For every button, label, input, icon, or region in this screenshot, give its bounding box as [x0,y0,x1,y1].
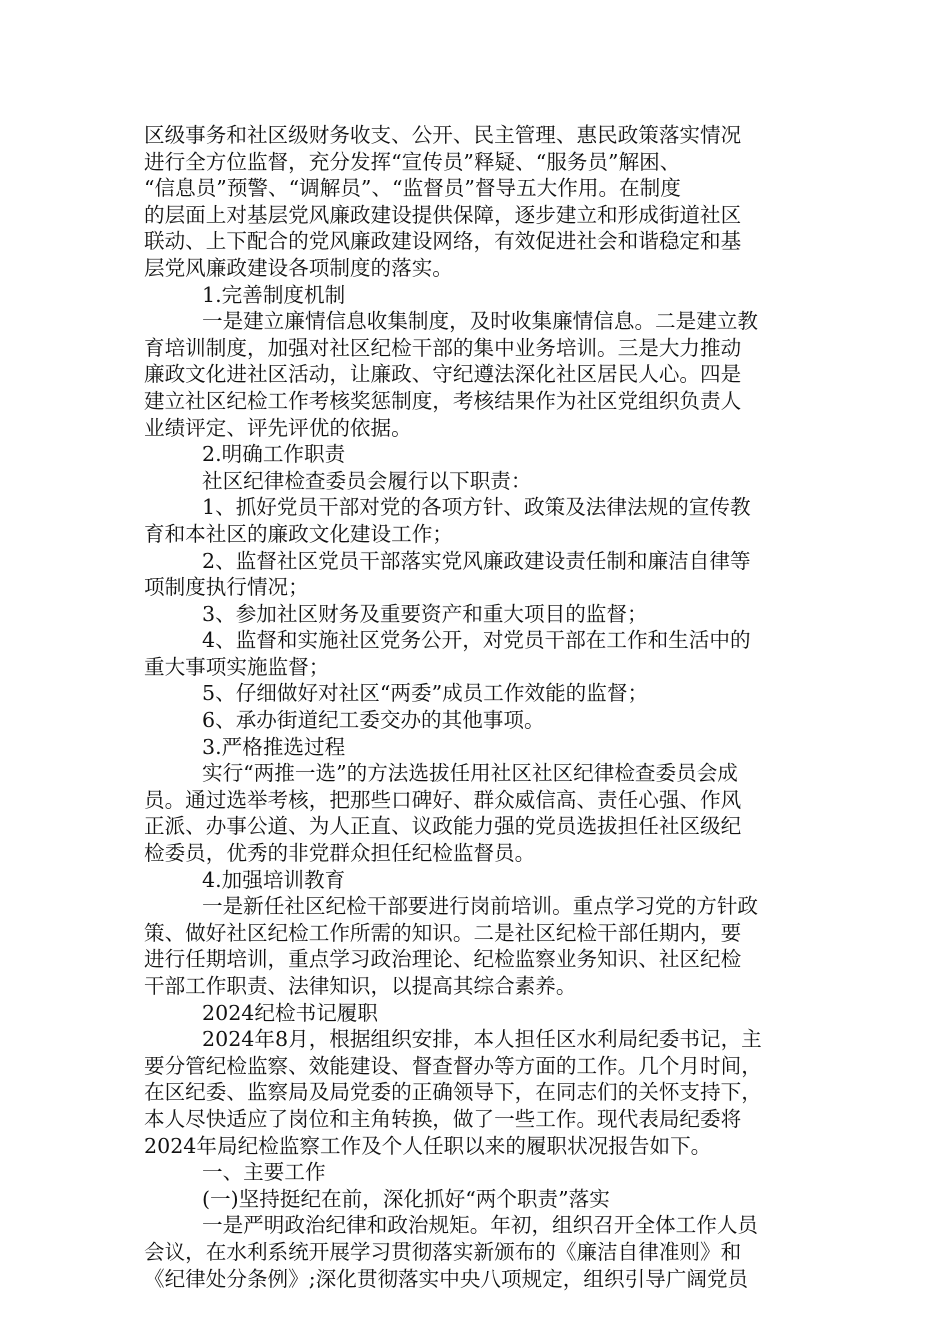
paragraph-line: 廉政文化进社区活动，让廉政、守纪遵法深化社区居民人心。四是 [144,362,742,387]
paragraph-line: 建立社区纪检工作考核奖惩制度，考核结果作为社区党组织负责人 [144,388,742,413]
paragraph-line: “信息员”预警、“调解员”、“监督员”督导五大作用。在制度 [144,176,681,201]
paragraph-line: 进行任期培训，重点学习政治理论、纪检监察业务知识、社区纪检 [144,947,742,972]
paragraph-line: 项制度执行情况； [144,575,309,600]
paragraph-line: 干部工作职责、法律知识，以提高其综合素养。 [144,974,577,998]
paragraph-line-indented: 社区纪律检查委员会履行以下职责： [202,468,532,493]
paragraph-line: 在区纪委、监察局及局党委的正确领导下，在同志们的关怀支持下， [144,1080,762,1105]
paragraph-line-indented: (一)坚持挺纪在前，深化抓好“两个职责”落实 [202,1186,610,1211]
paragraph-line-indented: 实行“两推一选”的方法选拔任用社区社区纪律检查委员会成 [202,761,738,786]
paragraph-line: 本人尽快适应了岗位和主角转换，做了一些工作。现代表局纪委将 [144,1106,742,1131]
paragraph-line: 正派、办事公道、为人正直、议政能力强的党员选拔担任社区级纪 [144,814,742,839]
paragraph-line-indented: 2、监督社区党员干部落实党风廉政建设责任制和廉洁自律等 [202,548,751,573]
paragraph-line: 业绩评定、评先评优的依据。 [144,415,412,440]
paragraph-line-indented: 4.加强培训教育 [202,867,346,892]
paragraph-line: 要分管纪检监察、效能建设、督查督办等方面的工作。几个月时间， [144,1053,762,1078]
paragraph-line-indented: 4、监督和实施社区党务公开，对党员干部在工作和生活中的 [202,628,751,653]
paragraph-line: 2024年局纪检监察工作及个人任职以来的履职状况报告如下。 [144,1133,712,1158]
paragraph-line: 联动、上下配合的党风廉政建设网络，有效促进社会和谐稳定和基 [144,229,742,254]
paragraph-line-indented: 5、仔细做好对社区“两委”成员工作效能的监督； [202,681,649,706]
paragraph-line: 育和本社区的廉政文化建设工作； [144,521,453,546]
paragraph-line-indented: 6、承办街道纪工委交办的其他事项。 [202,708,545,733]
paragraph-line-indented: 一、主要工作 [202,1160,326,1185]
paragraph-line: 员。通过选举考核，把那些口碑好、群众威信高、责任心强、作风 [144,787,742,812]
paragraph-line: 进行全方位监督，充分发挥“宣传员”释疑、“服务员”解困、 [144,149,681,174]
paragraph-line: 《纪律处分条例》;深化贯彻落实中央八项规定，组织引导广阔党员 [144,1266,749,1291]
paragraph-line: 检委员，优秀的非党群众担任纪检监督员。 [144,841,536,866]
paragraph-line-indented: 1、抓好党员干部对党的各项方针、政策及法律法规的宣传教 [202,495,751,520]
paragraph-line-indented: 2024纪检书记履职 [202,1000,378,1025]
document-page [144,122,814,1292]
paragraph-line-indented: 1.完善制度机制 [202,282,346,307]
paragraph-line: 区级事务和社区级财务收支、公开、民主管理、惠民政策落实情况 [144,123,742,147]
paragraph-line-indented: 3.严格推选过程 [202,734,346,759]
paragraph-line: 重大事项实施监督； [144,654,330,679]
paragraph-line-indented: 一是严明政治纪律和政治规矩。年初，组织召开全体工作人员 [202,1213,759,1238]
paragraph-line-indented: 2024年8月，根据组织安排，本人担任区水利局纪委书记，主 [202,1027,762,1052]
paragraph-line: 层党风廉政建设各项制度的落实。 [144,255,453,280]
paragraph-line: 策、做好社区纪检工作所需的知识。二是社区纪检干部任期内，要 [144,920,742,945]
paragraph-line-indented: 一是新任社区纪检干部要进行岗前培训。重点学习党的方针政 [202,894,759,919]
paragraph-line: 会议，在水利系统开展学习贯彻落实新颁布的《廉洁自律准则》和 [144,1239,742,1264]
paragraph-line: 育培训制度，加强对社区纪检干部的集中业务培训。三是大力推动 [144,335,742,360]
paragraph-line-indented: 2.明确工作职责 [202,442,346,467]
paragraph-line-indented: 3、参加社区财务及重要资产和重大项目的监督； [202,601,648,626]
paragraph-line: 的层面上对基层党风廉政建设提供保障，逐步建立和形成街道社区 [144,202,742,227]
paragraph-line-indented: 一是建立廉情信息收集制度，及时收集廉情信息。二是建立教 [202,309,759,334]
